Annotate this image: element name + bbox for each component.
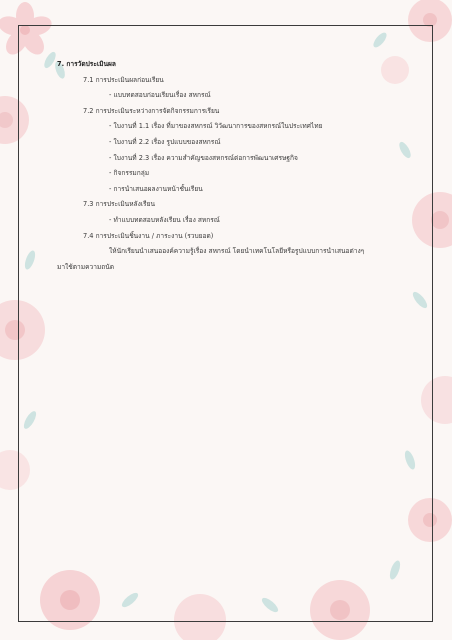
document-body [57, 57, 407, 275]
list-item: - ใบงานที่ 1.1 เรื่อง ที่มาของสหกรณ์ วิวัฒนาการของสหกรณ์ในประเทศไทย [109, 122, 323, 131]
list-item: - ทำแบบทดสอบหลังเรียน เรื่อง สหกรณ์ [109, 215, 220, 224]
list-item: - ใบงานที่ 2.2 เรื่อง รูปแบบของสหกรณ์ [109, 137, 221, 146]
paragraph-line-2: มาใช้ตามความถนัด [57, 262, 115, 271]
paragraph-line-1: ให้นักเรียนนำเสนอองค์ความรู้เรื่อง สหกรณ์ โดยนำเทคโนโลยีหรือรูปแบบการนำเสนอต่างๆ [109, 247, 365, 256]
subsection-7-1: 7.1 การประเมินผลก่อนเรียน [83, 75, 164, 84]
subsection-7-2: 7.2 การประเมินระหว่างการจัดกิจกรรมการเรียน [83, 106, 220, 115]
list-item: - การนำเสนอผลงานหน้าชั้นเรียน [109, 184, 203, 193]
list-item: - กิจกรรมกลุ่ม [109, 169, 150, 178]
subsection-7-3: 7.3 การประเมินหลังเรียน [83, 200, 155, 209]
subsection-7-4: 7.4 การประเมินชิ้นงาน / ภาระงาน (รวบยอด) [83, 231, 214, 240]
list-item: - แบบทดสอบก่อนเรียนเรื่อง สหกรณ์ [109, 91, 211, 100]
section-heading: 7. การวัดประเมินผล [57, 60, 116, 68]
list-item: - ใบงานที่ 2.3 เรื่อง ความสำคัญของสหกรณ์ต่อการพัฒนาเศรษฐกิจ [109, 153, 298, 162]
